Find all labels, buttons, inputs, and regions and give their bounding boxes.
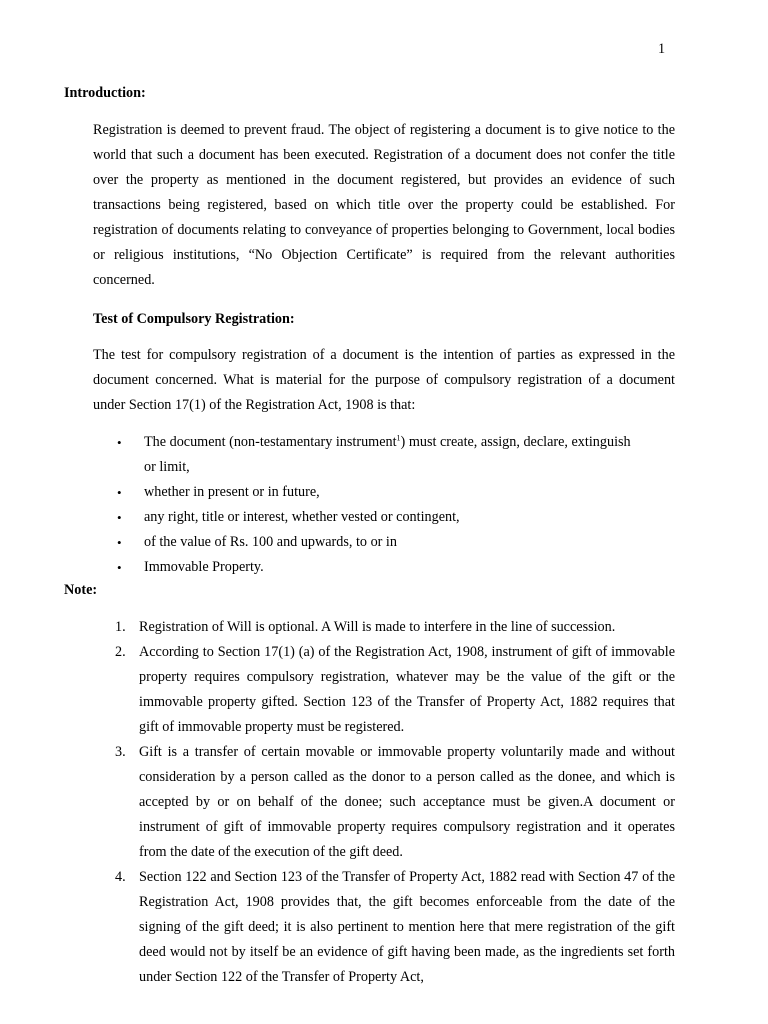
item-number: 1. bbox=[115, 619, 126, 635]
list-item bbox=[93, 740, 675, 865]
item-text: Section 122 and Section 123 of the Transfer of Property Act, 1882 read with Section 47 of the Registration Act, 1908 provides that, the gift becomes enforceable from the date of the signing of the gift deed; it is also pertinent to mention here that mere registration of the gift deed would not by itself be an evidence of gift having been made, as the ingredients set forth under Section 122 of the Transfer of Property Act, bbox=[139, 869, 675, 985]
list-item bbox=[93, 865, 675, 990]
requirements-list bbox=[93, 430, 633, 580]
test-paragraph: The test for compulsory registration of a document is the intention of parties as expressed in the document concerned. What is material for the purpose of compulsory registration of a document under Section 17(1) of the Registration Act, 1908 is that: bbox=[93, 347, 675, 413]
introduction-heading: Introduction: bbox=[64, 85, 146, 101]
bullet-icon: • bbox=[117, 485, 122, 500]
list-item bbox=[93, 505, 633, 530]
page-number: 1 bbox=[658, 41, 666, 57]
bullet-text: any right, title or interest, whether vested or contingent, bbox=[144, 509, 460, 525]
bullet-text: Immovable Property. bbox=[144, 559, 264, 575]
introduction-paragraph: Registration is deemed to prevent fraud. The object of registering a document is to give notice to the world that such a document has been executed. Registration of a document does not confer the title over the property as mentioned in the document registered, but provides an evidence of such transactions being registered, based on which title over the property could be established. For registration of documents relating to conveyance of properties belonging to Government, local bodies or religious institutions, “No Objection Certificate” is required from the relevant authorities concerned. bbox=[93, 122, 675, 288]
item-number: 4. bbox=[115, 869, 126, 885]
list-item bbox=[93, 430, 633, 480]
test-heading: Test of Compulsory Registration: bbox=[93, 311, 295, 327]
item-text: Gift is a transfer of certain movable or immovable property voluntarily made and without consideration by a person called as the donor to a person called as the donee, and which is accepted by or on behalf of the donee; such acceptance must be given.A document or instrument of gift of immovable property requires compulsory registration and it operates from the date of the execution of the gift deed. bbox=[139, 744, 675, 860]
notes-list bbox=[93, 615, 675, 990]
item-text: According to Section 17(1) (a) of the Registration Act, 1908, instrument of gift of immovable property requires compulsory registration, whatever may be the value of the gift or the immovable property gifted. Section 123 of the Transfer of Property Act, 1882 requires that gift of immovable property must be registered. bbox=[139, 644, 675, 735]
item-number: 3. bbox=[115, 744, 126, 760]
bullet-icon: • bbox=[117, 560, 122, 575]
bullet-icon: • bbox=[117, 535, 122, 550]
note-heading: Note: bbox=[64, 582, 98, 598]
bullet-text-pre: The document (non-testamentary instrument bbox=[144, 434, 397, 450]
bullet-text: of the value of Rs. 100 and upwards, to or in bbox=[144, 534, 397, 550]
list-item bbox=[93, 555, 633, 580]
list-item bbox=[93, 530, 633, 555]
bullet-text: whether in present or in future, bbox=[144, 484, 320, 500]
list-item bbox=[93, 480, 633, 505]
bullet-icon: • bbox=[117, 510, 122, 525]
footnote-marker: 1 bbox=[396, 433, 401, 443]
list-item bbox=[93, 640, 675, 740]
bullet-text-post: ) must create, assign, declare, extinguish or limit, bbox=[144, 434, 631, 475]
item-number: 2. bbox=[115, 644, 126, 660]
list-item bbox=[93, 615, 675, 640]
item-text: Registration of Will is optional. A Will is made to interfere in the line of succession. bbox=[139, 619, 616, 635]
bullet-icon: • bbox=[117, 435, 122, 450]
